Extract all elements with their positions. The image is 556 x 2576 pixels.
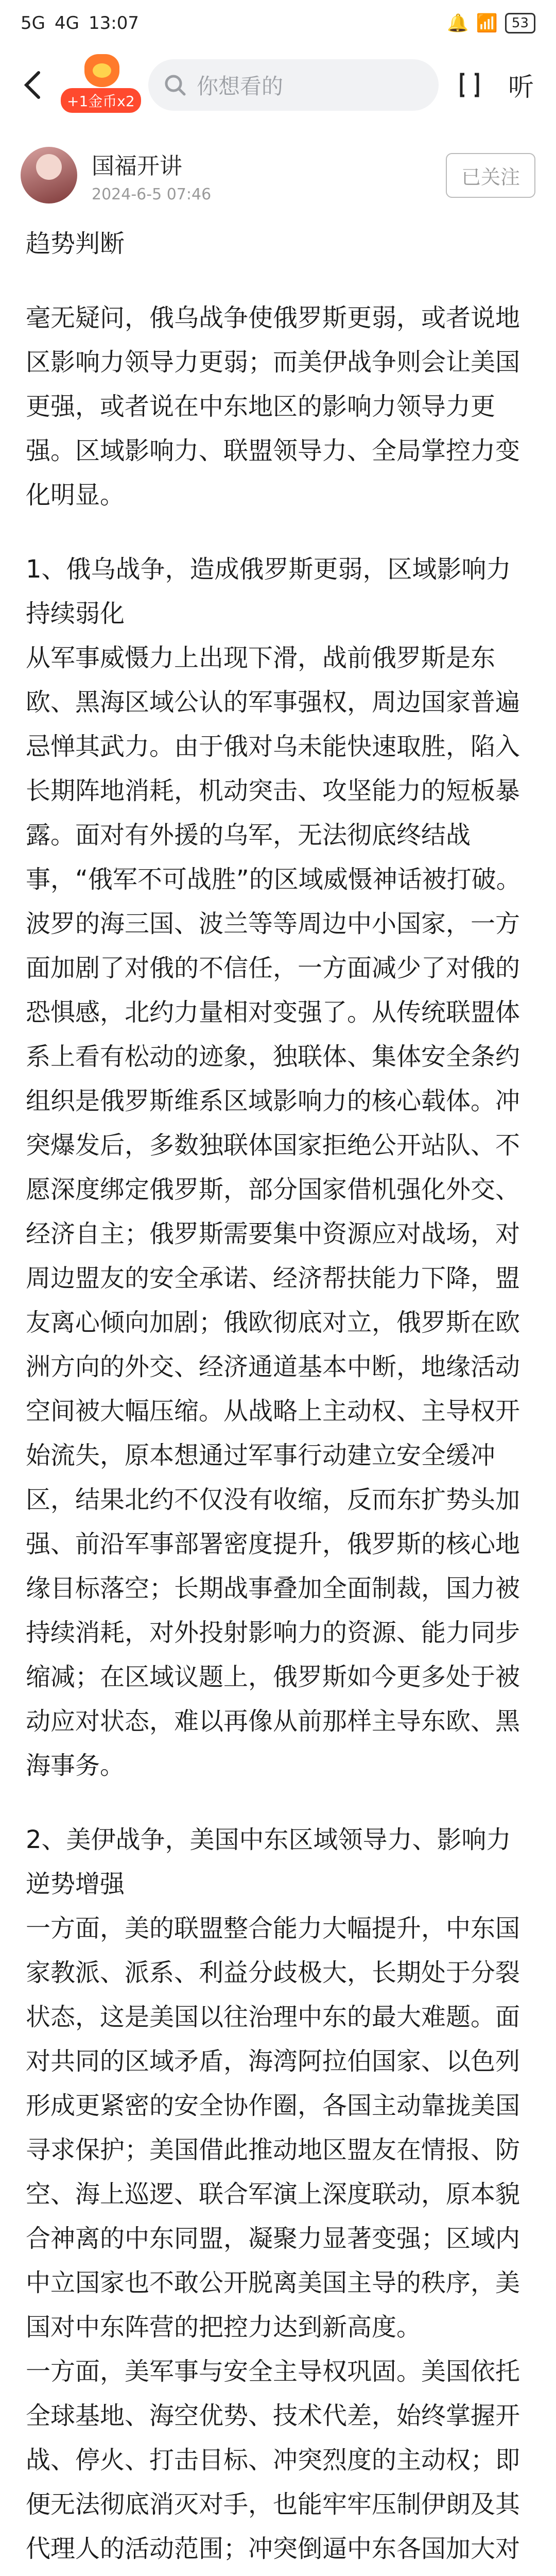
wifi-icon: 📶 xyxy=(476,13,498,33)
bracket-icon xyxy=(459,72,480,98)
search-box[interactable] xyxy=(148,59,439,111)
battery-icon xyxy=(505,13,535,33)
clock: 13:07 xyxy=(88,13,139,33)
chevron-left-icon xyxy=(22,70,43,100)
coin-badge-label: +1金币x2 xyxy=(61,88,141,113)
search-placeholder: 你想看的 xyxy=(197,74,284,99)
listen-button[interactable] xyxy=(500,64,542,106)
section-title: 趋势判断 xyxy=(26,229,125,258)
follow-button[interactable]: 已关注 xyxy=(446,153,535,198)
coin-reward-badge[interactable] xyxy=(61,54,138,116)
wide-mode-button[interactable] xyxy=(449,64,490,106)
us-section: 2、美伊战争，美国中东区域领导力、影响力逆势增强 一方面，美的联盟整合能力大幅提升，中东国家教派、派系、利益分歧极大，长期处于分裂状态，这是美国以往治理中东的最大难题。面对共同的区域矛盾，海湾阿拉伯国家、以色列形成更紧密的安全协作圈，各国主动靠拢美国寻求保护；美国借此推动地区盟友在情报、防空、海上巡逻、联合军演上深度联动，原本貌合神离的中东同盟，凝聚力显著变强；区域内中立国家也不敢公开脱离美国主导的秩序，美国对中东阵营的把控力达到新高度。 一方面，美军事与安全主导权巩固。美国依托全球基地、海空优势、技术代差，始终掌握开战、停火、打击目标、冲突烈度的主动权；即便无法彻底消灭对手，也能牢牢压制伊朗及其代理人的活动范围；冲突倒逼中东各国加大对 xyxy=(26,1825,520,2563)
author-name[interactable]: 国福开讲 xyxy=(92,152,182,179)
status-bar xyxy=(0,0,556,46)
coin-sack-icon xyxy=(84,54,119,87)
search-icon xyxy=(164,74,186,96)
avatar[interactable] xyxy=(21,147,77,204)
author-row xyxy=(0,139,556,211)
bell-icon: 🔔 xyxy=(447,13,469,33)
top-bar xyxy=(0,46,556,124)
network-indicator-2: 4G xyxy=(54,13,79,33)
intro-paragraph: 毫无疑问，俄乌战争使俄罗斯更弱，或者说地区影响力领导力更弱；而美伊战争则会让美国更强，或者说在中东地区的影响力领导力更强。区域影响力、联盟领导力、全局掌控力变化明显。 xyxy=(26,303,520,510)
battery-level: 53 xyxy=(511,15,529,31)
back-button[interactable] xyxy=(14,67,50,103)
russia-section: 1、俄乌战争，造成俄罗斯更弱，区域影响力持续弱化 从军事威慑力上出现下滑，战前俄罗斯是东欧、黑海区域公认的军事强权，周边国家普遍忌惮其武力。由于俄对乌未能快速取胜，陷入长期阵地消耗，机动突击、攻坚能力的短板暴露。面对有外援的乌军，无法彻底终结战事，“俄军不可战胜”的区域威慑神话被打破。波罗的海三国、波兰等等周边中小国家，一方面加剧了对俄的不信任，一方面减少了对俄的恐惧感，北约力量相对变强了。从传统联盟体系上看有松动的迹象，独联体、集体安全条约组织是俄罗斯维系区域影响力的核心载体。冲突爆发后，多数独联体国家拒绝公开站队、不愿深度绑定俄罗斯，部分国家借机强化外交、经济自主；俄罗斯需要集中资源应对战场，对周边盟友的安全承诺、经济帮扶能力下降，盟友离心倾向加剧；俄欧彻底对立，俄罗斯在欧洲方向的外交、经济通道基本中断，地缘活动空间被大幅压缩。从战略上主动权、主导权开始流失，原本想通过军事行动建立安全缓冲区，结果北约不仅没有收缩，反而东扩势头加强、前沿军事部署密度提升，俄罗斯的核心地缘目标落空；长期战事叠加全面制裁，国力被持续消耗，对外投射影响力的资源、能力同步缩减；在区域议题上，俄罗斯如今更多处于被动应对状态，难以再像从前那样主导东欧、黑海事务。 xyxy=(26,555,521,1780)
author-info xyxy=(92,147,431,204)
listen-label: 听 xyxy=(508,72,534,102)
publish-time: 2024-6-5 07:46 xyxy=(92,185,212,204)
network-indicator: 5G xyxy=(21,13,45,33)
article-body xyxy=(26,222,530,2576)
